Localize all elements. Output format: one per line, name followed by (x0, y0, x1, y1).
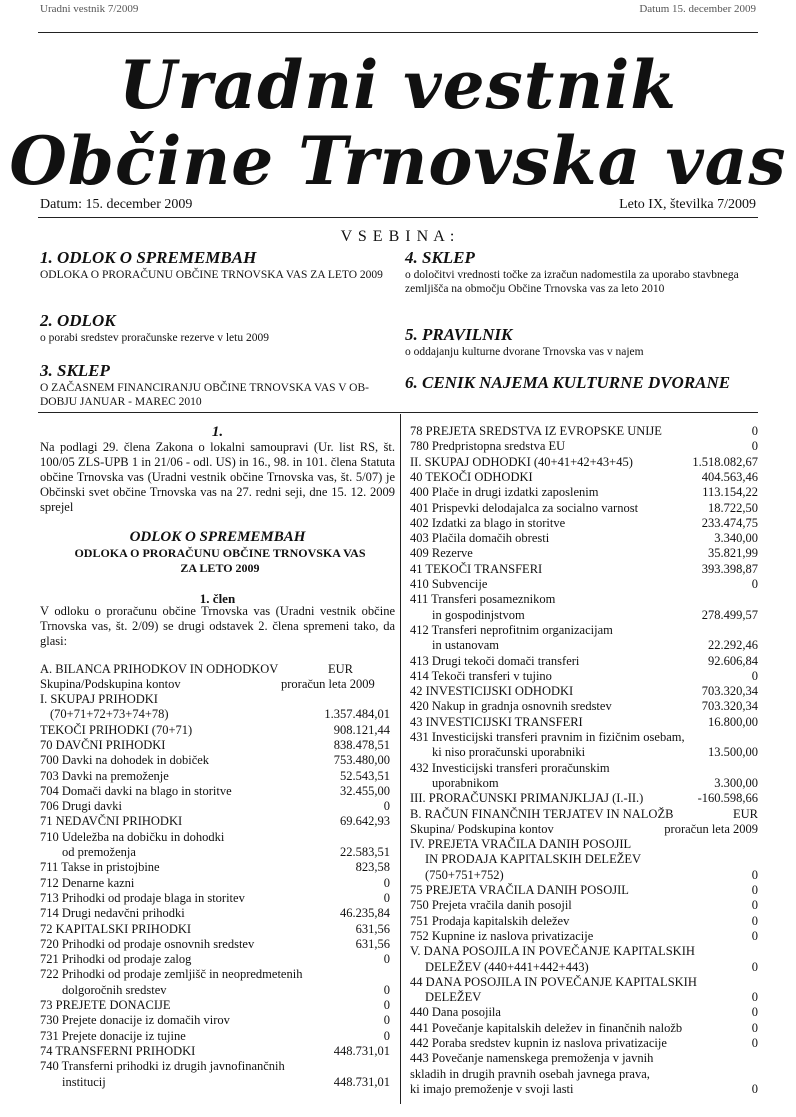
table-row-label: 713 Prihodki od prodaje blaga in storitev (40, 890, 245, 905)
section-number: 1. (211, 424, 224, 440)
table-row-label: 403 Plačila domačih obresti (410, 531, 550, 546)
toc-item (405, 248, 760, 296)
table-row-value: 3.340,00 (714, 531, 758, 546)
running-header-left: Uradni vestnik 7/2009 (40, 3, 139, 15)
intro-paragraph: Na podlagi 29. člena Zakona o lokalni samoupravi (Ur. list RS, št. 100/05 ZLS-UPB 1 in 21/06 - odl. US) in 16., 98. in 101. člena Statuta občine Trnovska vas (Uradni vestnik občine Trnovska vas, št. 5/07) je Občinski svet občine Trnovska vas na 27. redni seji, dne 15. 12. 2009 sprejel (40, 440, 395, 514)
table-row-label: III. PRORAČUNSKI PRIMANJKLJAJ (I.-II.) (410, 791, 644, 806)
table-row-value: 0 (751, 1081, 758, 1096)
column-divider (400, 414, 401, 1104)
table-row-value: 0 (751, 1005, 758, 1020)
table-row-label: 413 Drugi tekoči domači transferi (410, 653, 580, 668)
table-header-value: EUR (328, 662, 353, 676)
table-row-label: 740 Transferni prihodki iz drugih javnofinančnih (40, 1059, 285, 1074)
table-row-label: 441 Povečanje kapitalskih deležev in finančnih naložb (410, 1020, 683, 1035)
table-row-value: 753.480,00 (333, 753, 390, 768)
running-header-right: Datum 15. december 2009 (639, 3, 756, 15)
table-row-label: 443 Povečanje namenskega premoženja v javnih (410, 1051, 654, 1066)
table-row-value: 0 (751, 424, 758, 438)
table-row-value: 0 (751, 883, 758, 897)
table-row-label: 409 Rezerve (410, 546, 473, 561)
table-row-label: ki niso proračunski uporabniki (432, 745, 586, 760)
table-row-label: DELEŽEV (440+441+442+443) (425, 959, 589, 974)
table-row-label: 40 TEKOČI ODHODKI (410, 469, 533, 484)
table-row-value: 0 (751, 668, 758, 683)
act-subtitle: ODLOKA O PRORAČUNU OBČINE TRNOVSKA VAS ZA LETO 2009 (74, 546, 366, 575)
header-top-rule (38, 32, 758, 33)
article-heading: 1. člen (199, 591, 236, 606)
table-row-label: 401 Prispevki delodajalca za socialno varnost (410, 500, 639, 515)
table-row-value: 233.474,75 (701, 515, 758, 530)
table-row-value: 52.543,51 (340, 768, 390, 783)
toc-item-title: 3. SKLEP (40, 361, 110, 380)
issue-number: Leto IX, številka 7/2009 (619, 197, 756, 212)
table-row-label: 720 Prihodki od prodaje osnovnih sredstev (40, 936, 255, 951)
toc-item-desc: o oddajanju kulturne dvorane Trnovska vas v najem (405, 346, 644, 358)
table-row-label: in ustanovam (432, 638, 500, 653)
table-row-value: 393.398,87 (701, 561, 758, 576)
table-row-value: proračun leta 2009 (664, 821, 758, 836)
table-row-label: institucij (62, 1074, 106, 1089)
table-row-label: 751 Prodaja kapitalskih deležev (410, 913, 570, 928)
table-row-value: 92.606,84 (708, 653, 758, 668)
toc-item-desc: o določitvi vrednosti točke za izračun nadomestila za uporabo stavbnega zemljišča na območju Občine Trnovska vas za leto 2010 (405, 269, 739, 295)
toc-item (405, 325, 760, 359)
toc-heading: V S E B I N A : (340, 228, 456, 245)
table-row-label: IV. PREJETA VRAČILA DANIH POSOJIL (410, 837, 632, 852)
table-row-value: 703.320,34 (701, 684, 758, 699)
table-row-value: 3.300,00 (714, 775, 758, 790)
table-row-label: 78 PREJETA SREDSTVA IZ EVROPSKE UNIJE (410, 424, 662, 438)
table-row-label: 750 Prejeta vračila danih posojil (410, 898, 572, 913)
table-row-label: Skupina/ Podskupina kontov (410, 821, 554, 836)
toc-item (40, 248, 395, 282)
table-row-label: II. SKUPAJ ODHODKI (40+41+42+43+45) (410, 454, 633, 469)
table-row-label: 440 Dana posojila (410, 1005, 501, 1020)
table-row-value: 22.292,46 (708, 638, 758, 653)
toc-item-desc: o porabi sredstev proračunske rezerve v letu 2009 (40, 332, 269, 344)
table-row-label: dolgoročnih sredstev (62, 982, 167, 997)
table-row-label: (70+71+72+73+74+78) (50, 707, 169, 722)
table-row-label: 75 PREJETA VRAČILA DANIH POSOJIL (410, 883, 629, 897)
table-row-label: 431 Investicijski transferi pravnim in fizičnim osebam, (410, 730, 685, 744)
table-row-value: 0 (751, 867, 758, 882)
table-row-value: 13.500,00 (708, 745, 758, 760)
table-row-value: 703.320,34 (701, 699, 758, 714)
table-row-value: 0 (751, 1020, 758, 1035)
table-row-value: 448.731,01 (333, 1043, 390, 1058)
table-row-value: 0 (751, 913, 758, 928)
table-row-value: 0 (751, 990, 758, 1005)
table-row-label: 412 Transferi neprofitnim organizacijam (410, 622, 613, 637)
table-row-value: 16.800,00 (708, 714, 758, 729)
table-header-label: A. BILANCA PRIHODKOV IN ODHODKOV (40, 662, 279, 676)
table-row-value: 0 (383, 875, 390, 890)
table-row-value: 0 (751, 928, 758, 943)
table-row-value: 0 (383, 982, 390, 997)
table-row-value: 0 (383, 952, 390, 967)
table-row-label: IN PRODAJA KAPITALSKIH DELEŽEV (425, 852, 642, 867)
table-row-label: ki imajo premoženje v svoji lasti (410, 1081, 574, 1096)
table-row-label: 730 Prejete donacije iz domačih virov (40, 1013, 230, 1028)
table-header-label: Skupina/Podskupina kontov (40, 677, 181, 691)
table-row-value: EUR (733, 806, 758, 821)
table-row-label: 712 Denarne kazni (40, 875, 135, 890)
table-row-value: 838.478,51 (333, 737, 390, 752)
table-row-label: TEKOČI PRIHODKI (70+71) (40, 722, 193, 737)
toc-item-title: 5. PRAVILNIK (405, 325, 513, 344)
table-row-value: 0 (383, 998, 390, 1012)
table-row-value: 46.235,84 (340, 906, 390, 921)
table-row-label: (750+751+752) (425, 867, 504, 882)
table-row-value: 69.642,93 (340, 814, 390, 829)
article-text: V odloku o proračunu občine Trnovska vas (Uradni vestnik občine Trnovska vas, št. 2/09) se drugi odstavek 2. člena spremeni tako, da glasi: (40, 604, 395, 648)
masthead-line2: Občine Trnovska vas (9, 122, 787, 200)
table-row-value: 18.722,50 (708, 500, 758, 515)
table-row-value: 32.455,00 (340, 783, 390, 798)
table-row-value: 823,58 (355, 860, 390, 875)
toc-item (40, 361, 395, 409)
table-row-label: uporabnikom (432, 775, 499, 790)
table-row-value: -160.598,66 (697, 791, 758, 806)
table-row-label: 70 DAVČNI PRIHODKI (40, 737, 166, 752)
table-row-label: 432 Investicijski transferi proračunskim (410, 760, 610, 775)
table-row-label: 710 Udeležba na dobičku in dohodki (40, 829, 225, 844)
header-bottom-rule (38, 217, 758, 218)
table-row-value: 908.121,44 (333, 722, 390, 737)
table-row-label: 700 Davki na dohodek in dobiček (40, 753, 210, 768)
table-row-label: 402 Izdatki za blago in storitve (410, 515, 566, 530)
table-row-value: 1.357.484,01 (324, 707, 390, 722)
table-row-label: V. DANA POSOJILA IN POVEČANJE KAPITALSKIH (410, 944, 695, 959)
toc-bottom-rule (38, 412, 758, 413)
table-row-value: 0 (383, 799, 390, 814)
table-row-label: 731 Prejete donacije iz tujine (40, 1028, 186, 1043)
table-row-label: od premoženja (62, 845, 136, 859)
toc-item-title: 4. SKLEP (405, 248, 475, 267)
table-row-label: 706 Drugi davki (40, 799, 122, 814)
toc-item (405, 373, 760, 393)
table-row-value: 0 (751, 1036, 758, 1050)
table-row-label: 752 Kupnine iz naslova privatizacije (410, 928, 594, 943)
table-row-label: 711 Takse in pristojbine (40, 860, 160, 875)
table-row-label: 714 Drugi nedavčni prihodki (40, 906, 185, 921)
toc-item-title: 1. ODLOK O SPREMEMBAH (40, 248, 257, 267)
table-row-value: 0 (751, 959, 758, 974)
toc-item-title: 6. CENIK NAJEMA KULTURNE DVORANE (405, 373, 731, 392)
table-row-label: 442 Poraba sredstev kupnin iz naslova privatizacije (410, 1036, 667, 1050)
masthead-line1: Uradni vestnik (118, 46, 678, 124)
table-row-label: B. RAČUN FINANČNIH TERJATEV IN NALOŽB (410, 806, 674, 821)
table-row-value: 22.583,51 (340, 845, 390, 859)
toc-item-desc: ODLOKA O PRORAČUNU OBČINE TRNOVSKA VAS ZA LETO 2009 (40, 269, 383, 281)
table-row-label: 44 DANA POSOJILA IN POVEČANJE KAPITALSKIH (410, 974, 697, 989)
table-row-value: 0 (751, 898, 758, 913)
table-row-value: 113.154,22 (702, 485, 758, 500)
table-row-label: 420 Nakup in gradnja osnovnih sredstev (410, 699, 612, 714)
table-row-label: 704 Domači davki na blago in storitve (40, 783, 232, 798)
table-header-value: proračun leta 2009 (281, 677, 375, 691)
table-row-label: in gospodinjstvom (432, 607, 525, 622)
table-row-value: 631,56 (355, 921, 390, 936)
table-row-value: 631,56 (355, 936, 390, 951)
table-row-label: 71 NEDAVČNI PRIHODKI (40, 814, 183, 829)
table-row-value: 0 (383, 1013, 390, 1028)
act-title: ODLOK O SPREMEMBAH (129, 529, 306, 545)
table-row-label: 43 INVESTICIJSKI TRANSFERI (410, 714, 583, 729)
table-row-label: DELEŽEV (425, 990, 482, 1005)
table-row-label: 42 INVESTICIJSKI ODHODKI (410, 684, 574, 699)
table-row-label: 74 TRANSFERNI PRIHODKI (40, 1043, 196, 1058)
table-row-value: 1.518.082,67 (692, 454, 758, 469)
table-row-value: 448.731,01 (333, 1074, 390, 1089)
table-row-label: I. SKUPAJ PRIHODKI (40, 692, 158, 706)
table-row-value: 404.563,46 (701, 469, 758, 484)
toc-item-title: 2. ODLOK (40, 311, 116, 330)
table-row-value: 278.499,57 (701, 607, 758, 622)
table-row-label: 73 PREJETE DONACIJE (40, 998, 171, 1012)
table-row-label: 400 Plače in drugi izdatki zaposlenim (410, 485, 599, 500)
table-row-label: 410 Subvencije (410, 577, 488, 591)
table-row-value: 0 (751, 439, 758, 454)
table-row-label: 722 Prihodki od prodaje zemljišč in neopredmetenih (40, 967, 303, 982)
table-row-value: 0 (383, 890, 390, 905)
table-row-value: 0 (751, 577, 758, 591)
table-row-label: 72 KAPITALSKI PRIHODKI (40, 921, 192, 936)
issue-date: Datum: 15. december 2009 (40, 197, 193, 212)
table-row-label: 414 Tekoči transferi v tujino (410, 668, 552, 683)
toc-item-desc: O ZAČASNEM FINANCIRANJU OBČINE TRNOVSKA VAS V OB-DOBJU JANUAR - MAREC 2010 (40, 382, 369, 408)
table-row-value: 35.821,99 (708, 546, 758, 561)
toc-item (40, 311, 395, 345)
table-row-label: 411 Transferi posameznikom (410, 592, 556, 607)
table-row-label: skladih in drugih pravnih osebah javnega prava, (410, 1066, 650, 1081)
table-row-label: 780 Predpristopna sredstva EU (410, 439, 566, 454)
table-row-label: 721 Prihodki od prodaje zalog (40, 952, 192, 967)
table-row-label: 703 Davki na premoženje (40, 768, 169, 783)
table-row-label: 41 TEKOČI TRANSFERI (410, 561, 543, 576)
table-row-value: 0 (383, 1028, 390, 1043)
